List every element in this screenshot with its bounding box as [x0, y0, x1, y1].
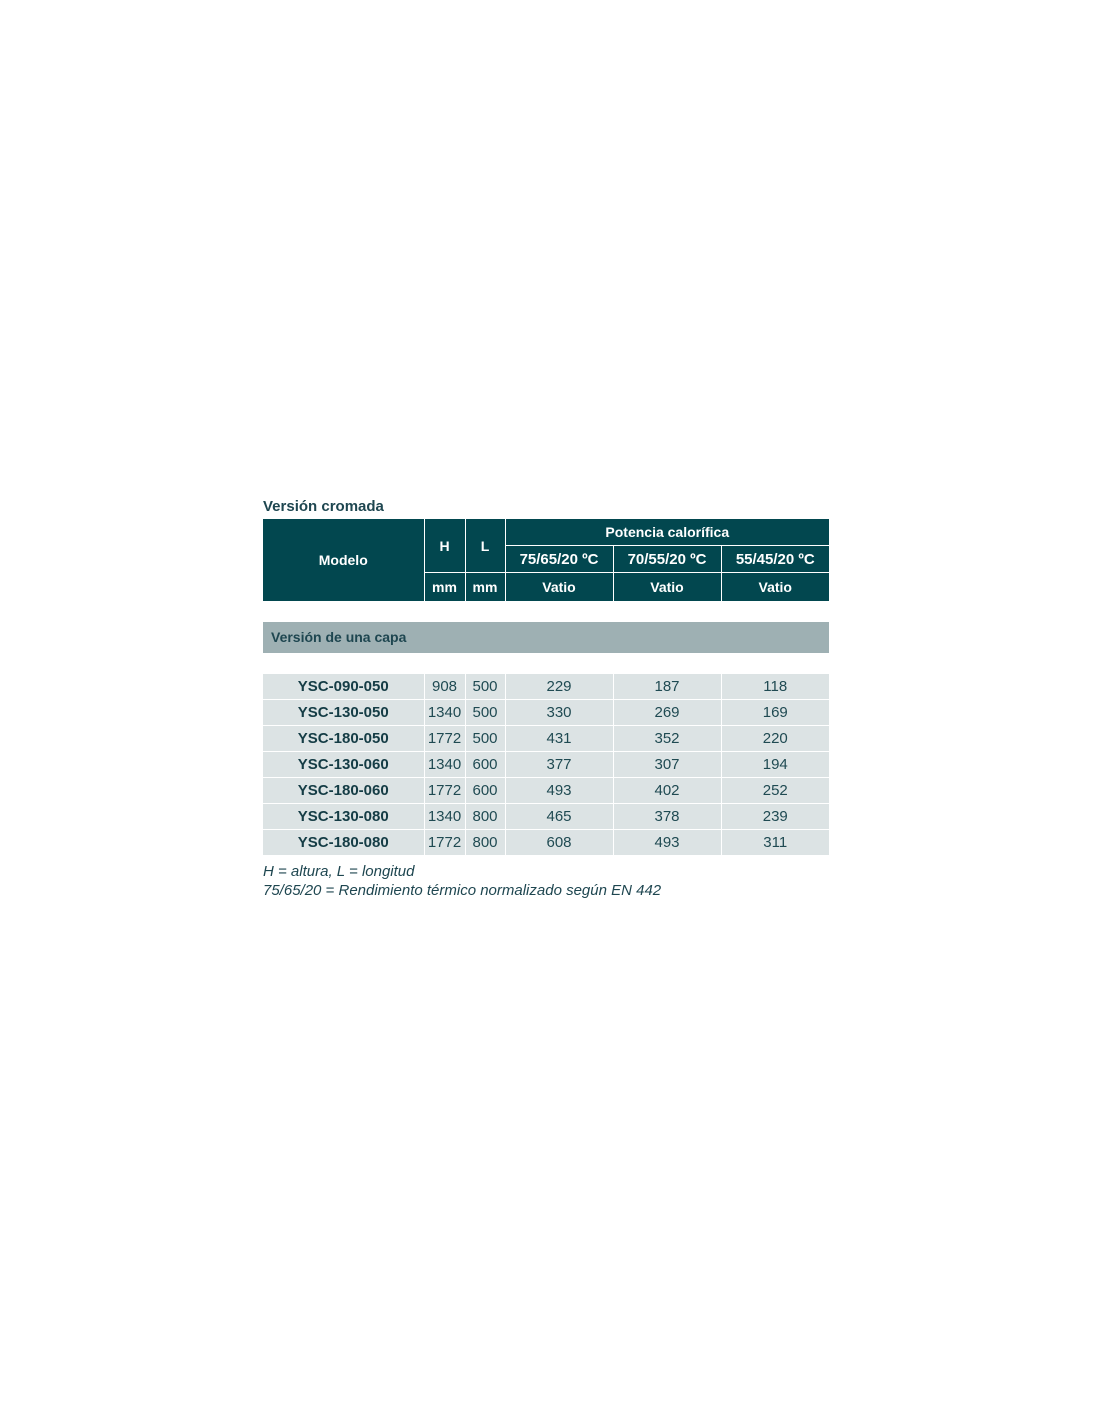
cell-l: 500 [465, 700, 505, 726]
cell-power-2: 493 [613, 830, 721, 856]
table-row [263, 700, 829, 726]
footnote-dimensions: H = altura, L = longitud [263, 863, 415, 880]
cell-power-2: 402 [613, 778, 721, 804]
cell-power-1: 493 [505, 778, 613, 804]
cell-power-3: 252 [721, 778, 829, 804]
section-title: Versión cromada [263, 498, 384, 515]
cell-power-1: 377 [505, 752, 613, 778]
header-cond-1: 75/65/20 ºC [505, 546, 613, 573]
cell-power-2: 307 [613, 752, 721, 778]
cell-power-2: 352 [613, 726, 721, 752]
header-model: Modelo [263, 519, 424, 602]
cell-power-3: 194 [721, 752, 829, 778]
cell-h: 1772 [424, 778, 465, 804]
cell-power-2: 269 [613, 700, 721, 726]
cell-power-2: 187 [613, 674, 721, 700]
cell-model: YSC-130-080 [263, 804, 424, 830]
document-body [263, 497, 829, 900]
cell-h: 908 [424, 674, 465, 700]
cell-model: YSC-180-060 [263, 778, 424, 804]
version-band: Versión de una capa [263, 622, 829, 653]
header-unit-1: Vatio [505, 573, 613, 602]
table-row [263, 752, 829, 778]
cell-power-3: 311 [721, 830, 829, 856]
header-l-unit: mm [465, 573, 505, 602]
header-unit-2: Vatio [613, 573, 721, 602]
table-rows [263, 674, 829, 856]
cell-model: YSC-130-050 [263, 700, 424, 726]
table-row [263, 674, 829, 700]
cell-power-2: 378 [613, 804, 721, 830]
footnotes [263, 862, 829, 900]
header-unit-3: Vatio [721, 573, 829, 602]
header-cond-2: 70/55/20 ºC [613, 546, 721, 573]
cell-power-1: 608 [505, 830, 613, 856]
header-cond-3: 55/45/20 ºC [721, 546, 829, 573]
cell-power-1: 465 [505, 804, 613, 830]
cell-l: 600 [465, 778, 505, 804]
header-l [465, 519, 505, 573]
cell-power-3: 118 [721, 674, 829, 700]
table-row [263, 830, 829, 856]
cell-l: 800 [465, 830, 505, 856]
header-h [424, 519, 465, 573]
spec-table-body [263, 673, 829, 856]
cell-l: 500 [465, 674, 505, 700]
cell-model: YSC-180-050 [263, 726, 424, 752]
cell-power-1: 330 [505, 700, 613, 726]
footnote-standard: 75/65/20 = Rendimiento térmico normalizado según EN 442 [263, 882, 662, 899]
cell-l: 500 [465, 726, 505, 752]
cell-power-1: 229 [505, 674, 613, 700]
cell-power-1: 431 [505, 726, 613, 752]
table-row [263, 804, 829, 830]
cell-power-3: 169 [721, 700, 829, 726]
cell-h: 1340 [424, 804, 465, 830]
cell-model: YSC-180-080 [263, 830, 424, 856]
cell-h: 1340 [424, 700, 465, 726]
cell-model: YSC-090-050 [263, 674, 424, 700]
cell-power-3: 220 [721, 726, 829, 752]
spec-table-header [263, 519, 829, 602]
cell-h: 1340 [424, 752, 465, 778]
cell-l: 600 [465, 752, 505, 778]
table-row [263, 778, 829, 804]
cell-model: YSC-130-060 [263, 752, 424, 778]
cell-l: 800 [465, 804, 505, 830]
cell-h: 1772 [424, 726, 465, 752]
table-row [263, 726, 829, 752]
header-power: Potencia calorífica [505, 519, 829, 546]
cell-h: 1772 [424, 830, 465, 856]
header-h-unit: mm [424, 573, 465, 602]
cell-power-3: 239 [721, 804, 829, 830]
header-h-label: H [439, 537, 450, 554]
header-l-label: L [480, 537, 490, 554]
